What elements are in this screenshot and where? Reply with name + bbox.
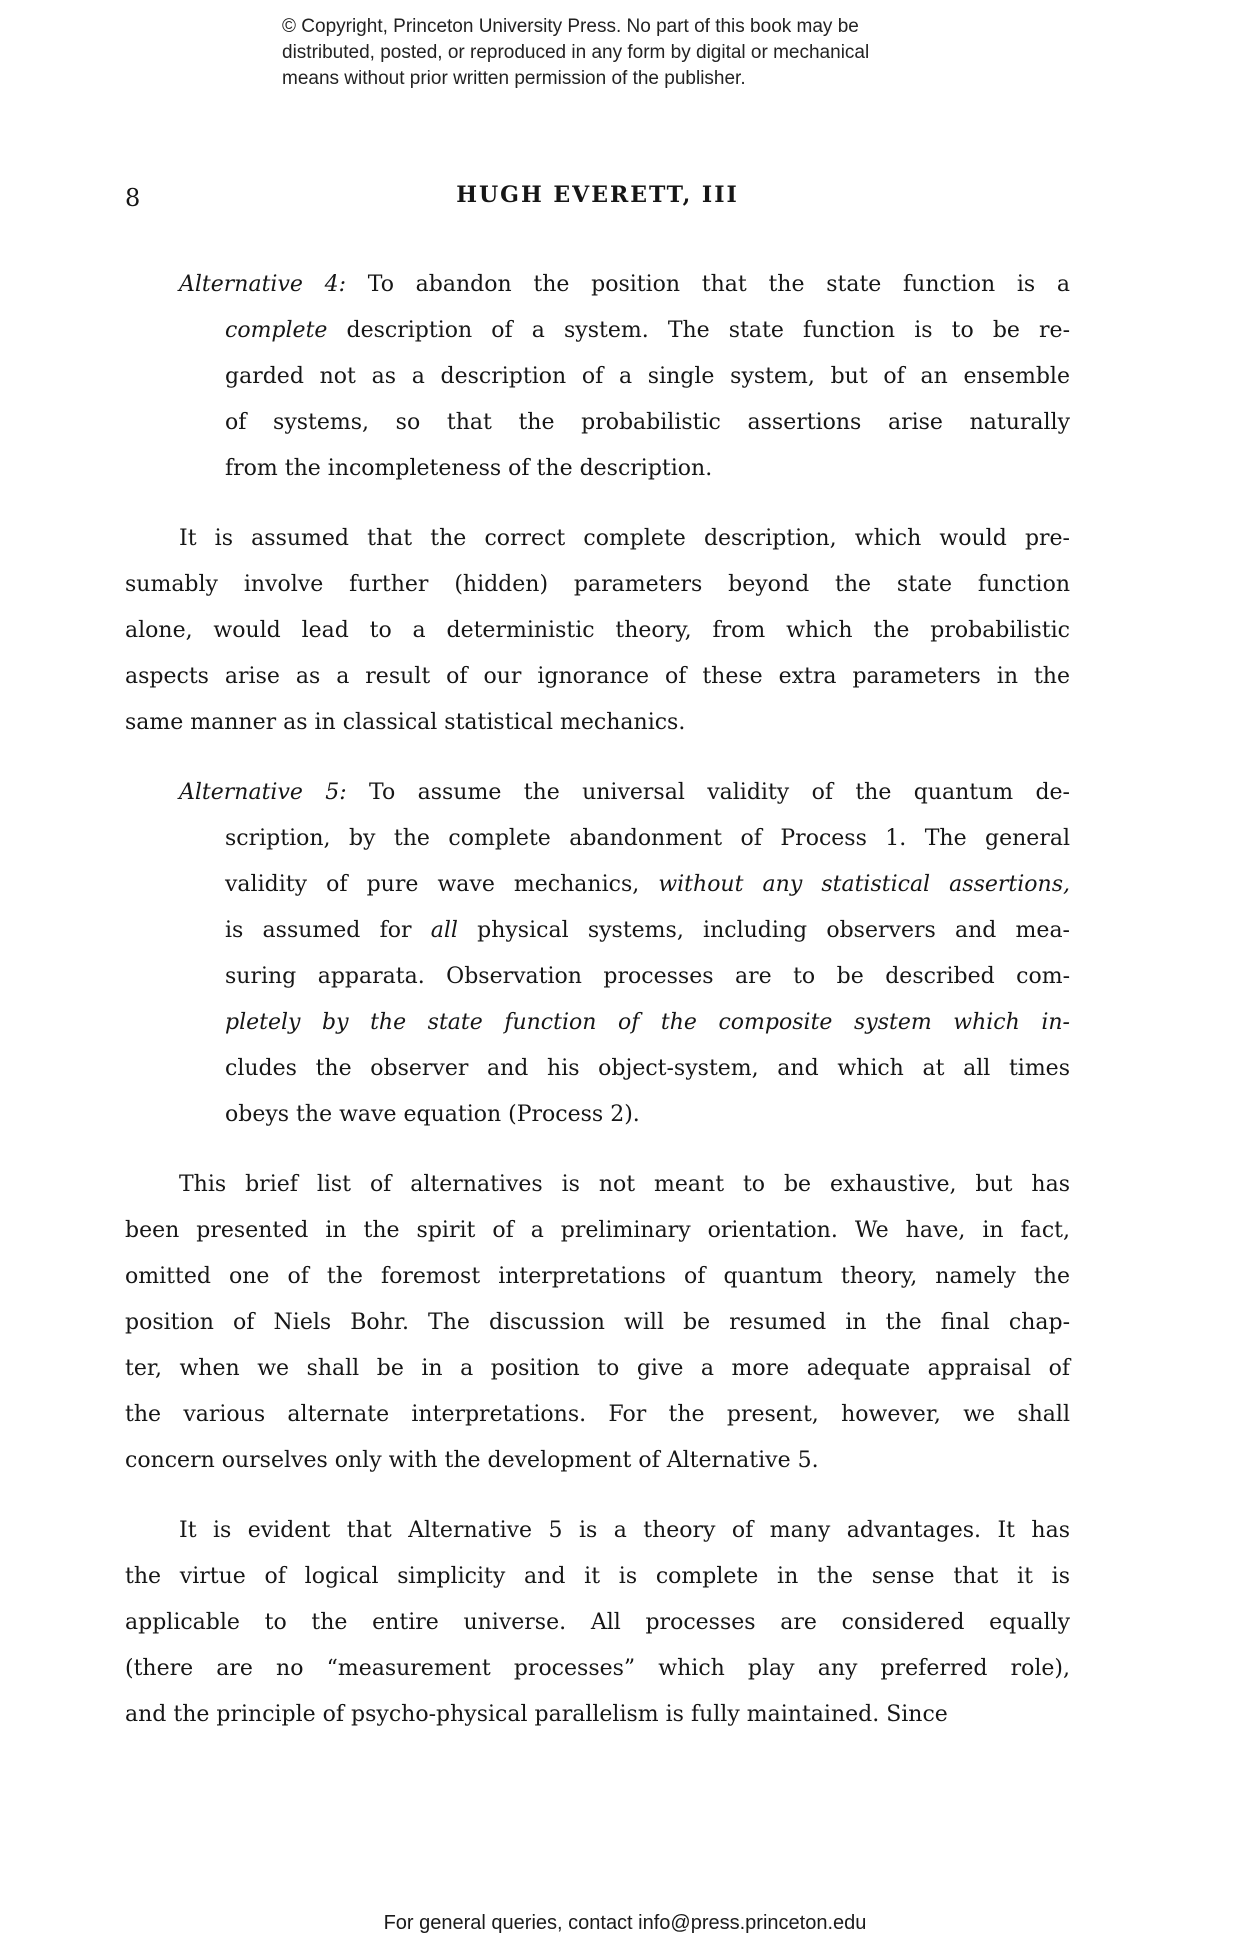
text-segment: It is evident that Alternative 5 is a theory of many advantages. It has xyxy=(179,1518,1070,1543)
text-line xyxy=(125,1600,1070,1646)
text-line xyxy=(225,862,1070,908)
text-line xyxy=(225,1000,1070,1046)
text-line xyxy=(125,516,1070,562)
text-line xyxy=(125,608,1070,654)
text-segment: physical systems, including observers and mea- xyxy=(457,918,1070,943)
paragraph-alternative-5-advantages xyxy=(125,1508,1070,1738)
paragraph-preliminary-orientation xyxy=(125,1162,1070,1484)
body-text xyxy=(125,262,1070,1762)
text-line xyxy=(179,262,1070,308)
text-segment: scription, by the complete abandonment of Process 1. The general xyxy=(225,826,1070,851)
text-line xyxy=(125,1392,1070,1438)
copyright-line: distributed, posted, or reproduced in any form by digital or mechanical xyxy=(282,42,870,63)
italic-text-segment: Alternative 5: xyxy=(179,780,347,805)
text-segment: applicable to the entire universe. All processes are considered equally xyxy=(125,1610,1070,1635)
text-segment: sumably involve further (hidden) parameters beyond the state function xyxy=(125,572,1070,597)
text-line xyxy=(225,354,1070,400)
text-line xyxy=(225,816,1070,862)
page-number: 8 xyxy=(125,184,141,212)
text-line xyxy=(125,1508,1070,1554)
paragraph-hidden-parameters xyxy=(125,516,1070,746)
text-line xyxy=(125,1162,1070,1208)
text-line xyxy=(125,1254,1070,1300)
text-segment: It is assumed that the correct complete description, which would pre- xyxy=(179,526,1070,551)
text-segment: cludes the observer and his object-system, and which at all times xyxy=(225,1056,1070,1081)
text-segment: the various alternate interpretations. For the present, however, we shall xyxy=(125,1402,1070,1427)
text-line xyxy=(225,1092,1070,1138)
text-segment: To assume the universal validity of the quantum de- xyxy=(346,780,1070,805)
text-line xyxy=(125,1554,1070,1600)
text-segment: (there are no “measurement processes” which play any preferred role), xyxy=(125,1656,1070,1681)
text-segment: validity of pure wave mechanics, xyxy=(225,872,659,897)
text-segment: and the principle of psycho-physical parallelism is fully maintained. Since xyxy=(125,1702,948,1727)
text-line xyxy=(225,400,1070,446)
text-line xyxy=(179,770,1070,816)
text-line xyxy=(125,700,1070,746)
italic-text-segment: Alternative 4: xyxy=(179,272,347,297)
italic-text-segment: all xyxy=(430,918,458,943)
text-segment: of systems, so that the probabilistic assertions arise naturally xyxy=(225,410,1070,435)
text-line xyxy=(125,1646,1070,1692)
text-segment: To abandon the position that the state function is a xyxy=(346,272,1070,297)
text-segment: aspects arise as a result of our ignorance of these extra parameters in the xyxy=(125,664,1070,689)
text-line xyxy=(125,1346,1070,1392)
text-segment: position of Niels Bohr. The discussion will be resumed in the final chap- xyxy=(125,1310,1070,1335)
text-line xyxy=(125,1208,1070,1254)
italic-text-segment: complete xyxy=(225,318,328,343)
text-segment: obeys the wave equation (Process 2). xyxy=(225,1102,640,1127)
paragraph-alternative-5 xyxy=(179,770,1070,1138)
text-segment: omitted one of the foremost interpretations of quantum theory, namely the xyxy=(125,1264,1070,1289)
text-line xyxy=(125,1438,1070,1484)
text-segment: from the incompleteness of the description. xyxy=(225,456,713,481)
text-line xyxy=(225,908,1070,954)
text-line xyxy=(225,1046,1070,1092)
copyright-notice xyxy=(282,14,869,92)
text-segment: is assumed for xyxy=(225,918,431,943)
text-segment: alone, would lead to a deterministic theory, from which the probabilistic xyxy=(125,618,1070,643)
text-segment: suring apparata. Observation processes are to be described com- xyxy=(225,964,1070,989)
page-header xyxy=(125,182,1070,216)
text-line xyxy=(225,446,1070,492)
paragraph-alternative-4 xyxy=(179,262,1070,492)
text-segment: This brief list of alternatives is not meant to be exhaustive, but has xyxy=(179,1172,1070,1197)
text-segment: been presented in the spirit of a preliminary orientation. We have, in fact, xyxy=(125,1218,1070,1243)
footer-contact: For general queries, contact info@press.princeton.edu xyxy=(383,1912,867,1934)
text-segment: garded not as a description of a single system, but of an ensemble xyxy=(225,364,1070,389)
copyright-line: means without prior written permission of the publisher. xyxy=(282,68,746,89)
text-segment: concern ourselves only with the development of Alternative 5. xyxy=(125,1448,819,1473)
text-segment: same manner as in classical statistical mechanics. xyxy=(125,710,686,735)
italic-text-segment: without any statistical assertions, xyxy=(658,872,1070,897)
text-line xyxy=(125,1300,1070,1346)
italic-text-segment: pletely by the state function of the composite system which in- xyxy=(225,1010,1070,1035)
text-line xyxy=(225,308,1070,354)
text-line xyxy=(125,562,1070,608)
copyright-line: © Copyright, Princeton University Press. No part of this book may be xyxy=(282,16,859,37)
text-segment: ter, when we shall be in a position to give a more adequate appraisal of xyxy=(125,1356,1070,1381)
text-segment: the virtue of logical simplicity and it is complete in the sense that it is xyxy=(125,1564,1070,1589)
text-line xyxy=(225,954,1070,1000)
text-line xyxy=(125,1692,1070,1738)
text-segment: description of a system. The state function is to be re- xyxy=(327,318,1070,343)
text-line xyxy=(125,654,1070,700)
running-title: HUGH EVERETT, III xyxy=(456,182,739,208)
